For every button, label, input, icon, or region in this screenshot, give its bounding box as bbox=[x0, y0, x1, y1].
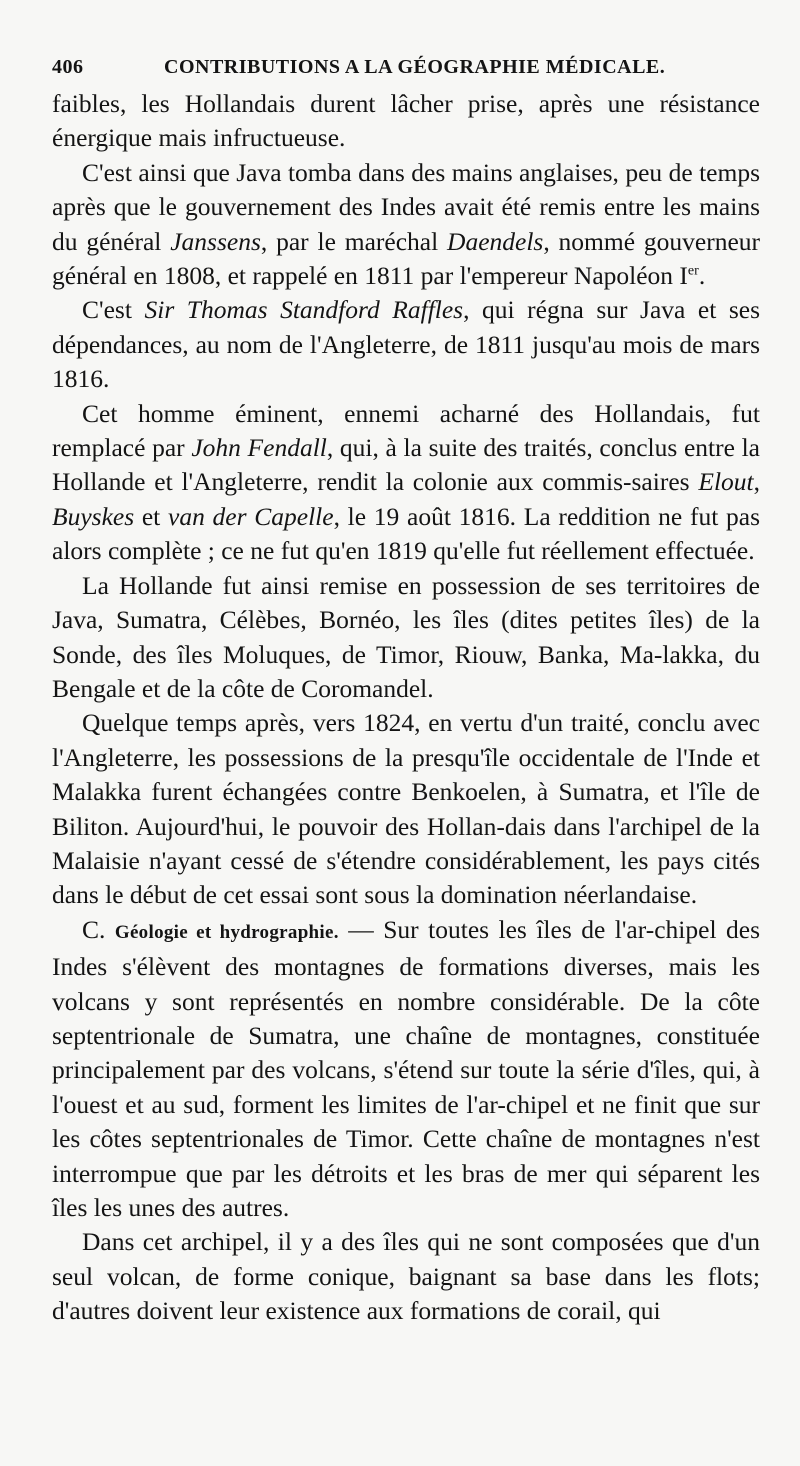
page-number: 406 bbox=[52, 56, 84, 78]
text-run: C'est bbox=[82, 295, 145, 325]
text-run: , qui, à la suite des traités, conclus entre la Hollande et l'Angleterre, rendit la colonie aux commis-saires bbox=[52, 433, 760, 497]
name-elout: Elout bbox=[698, 467, 754, 497]
name-fendall: John Fendall bbox=[191, 433, 327, 463]
text-run: Quelque temps après, vers 1824, en vertu d'un traité, conclu avec l'Angleterre, les possessions de la presqu'île occidentale de l'Inde et Malakka furent échangées contre Benkoelen, à Sumatra, et l'île de Biliton. Aujourd'hui, le pouvoir des Hollan-dais dans l'archipel de la Malaisie n'ayant cessé de s'étendre considérablement, les pays cités dans le début de cet essai sont sous la domination néerlandaise. bbox=[52, 708, 760, 910]
text-run: , bbox=[753, 467, 760, 497]
text-run: et bbox=[134, 501, 168, 531]
text-run: C'est ainsi que Java tomba dans des mains anglaises, peu de temps après que le gouvernement des Indes avait été remis entre les mains du général bbox=[52, 157, 760, 256]
section-heading: Géologie et hydrographie. bbox=[114, 921, 339, 943]
paragraph-continuation bbox=[52, 87, 760, 156]
text-run: Cet homme éminent, ennemi acharné des Hollandais, fut remplacé par bbox=[52, 398, 760, 463]
paragraph-treaty-1824 bbox=[52, 706, 760, 912]
paragraph-raffles bbox=[52, 293, 760, 396]
name-janssens: Janssens bbox=[170, 226, 261, 256]
paragraph-volcanic-islands bbox=[52, 1225, 760, 1328]
text-run: faibles, les Hollandais durent lâcher prise, après une résistance énergique mais infructueuse. bbox=[52, 89, 760, 153]
text-run: — Sur toutes les îles de l'ar-chipel des Indes s'élèvent des montagnes de formations diverses, mais les volcans y sont représentés en nombre considérable. De la côte septentrionale de Sumatra, une chaîne de montagnes, constituée principalement par des volcans, s'étend sur toute la série d'îles, qui, à l'ouest et au sud, forment les limites de l'ar-chipel et ne finit que sur les côtes septentrionales de Timor. Cette chaîne de montagnes n'est interrompue que par les détroits et les bras de mer qui séparent les îles les unes des autres. bbox=[52, 914, 761, 1222]
running-title: CONTRIBUTIONS A LA GÉOGRAPHIE MÉDICALE. bbox=[164, 56, 666, 78]
name-raffles: Sir Thomas Standford Raffles bbox=[144, 295, 464, 325]
paragraph-geology bbox=[52, 913, 760, 1226]
name-daendels: Daendels bbox=[447, 226, 544, 256]
text-run: . bbox=[698, 261, 706, 291]
text-run: , par le maréchal bbox=[260, 226, 448, 256]
name-buyskes: Buyskes bbox=[52, 501, 135, 531]
paragraph-java-english bbox=[52, 156, 760, 294]
name-van-der-capelle: van der Capelle bbox=[168, 501, 334, 531]
paragraph-territories bbox=[52, 569, 760, 707]
running-head bbox=[52, 56, 760, 79]
paragraph-fendall bbox=[52, 397, 760, 569]
body-text bbox=[52, 87, 760, 1329]
section-label: C. bbox=[82, 914, 106, 944]
text-run: , le 19 août 1816. La reddition ne fut pas alors complète ; ce ne fut qu'en 1819 qu'elle fut réellement effectuée. bbox=[52, 501, 761, 566]
text-run: , nommé gouverneur général en 1808, et rappelé en 1811 par l'empereur Napoléon I bbox=[52, 226, 761, 291]
text-run: La Hollande fut ainsi remise en possession de ses territoires de Java, Sumatra, Célèbes, Bornéo, les îles (dites petites îles) de la Sonde, des îles Moluques, de Timor, Riouw, Banka, Ma-lakka, du Bengale et de la côte de Coromandel. bbox=[52, 570, 760, 703]
superscript: er bbox=[687, 263, 699, 279]
text-run: Dans cet archipel, il y a des îles qui ne sont composées que d'un seul volcan, de forme conique, baignant sa base dans les flots; d'autres doivent leur existence aux formations de corail, qui bbox=[52, 1227, 760, 1326]
text-run: , qui régna sur Java et ses dépendances, au nom de l'Angleterre, de 1811 jusqu'au mois de mars 1816. bbox=[52, 295, 760, 394]
